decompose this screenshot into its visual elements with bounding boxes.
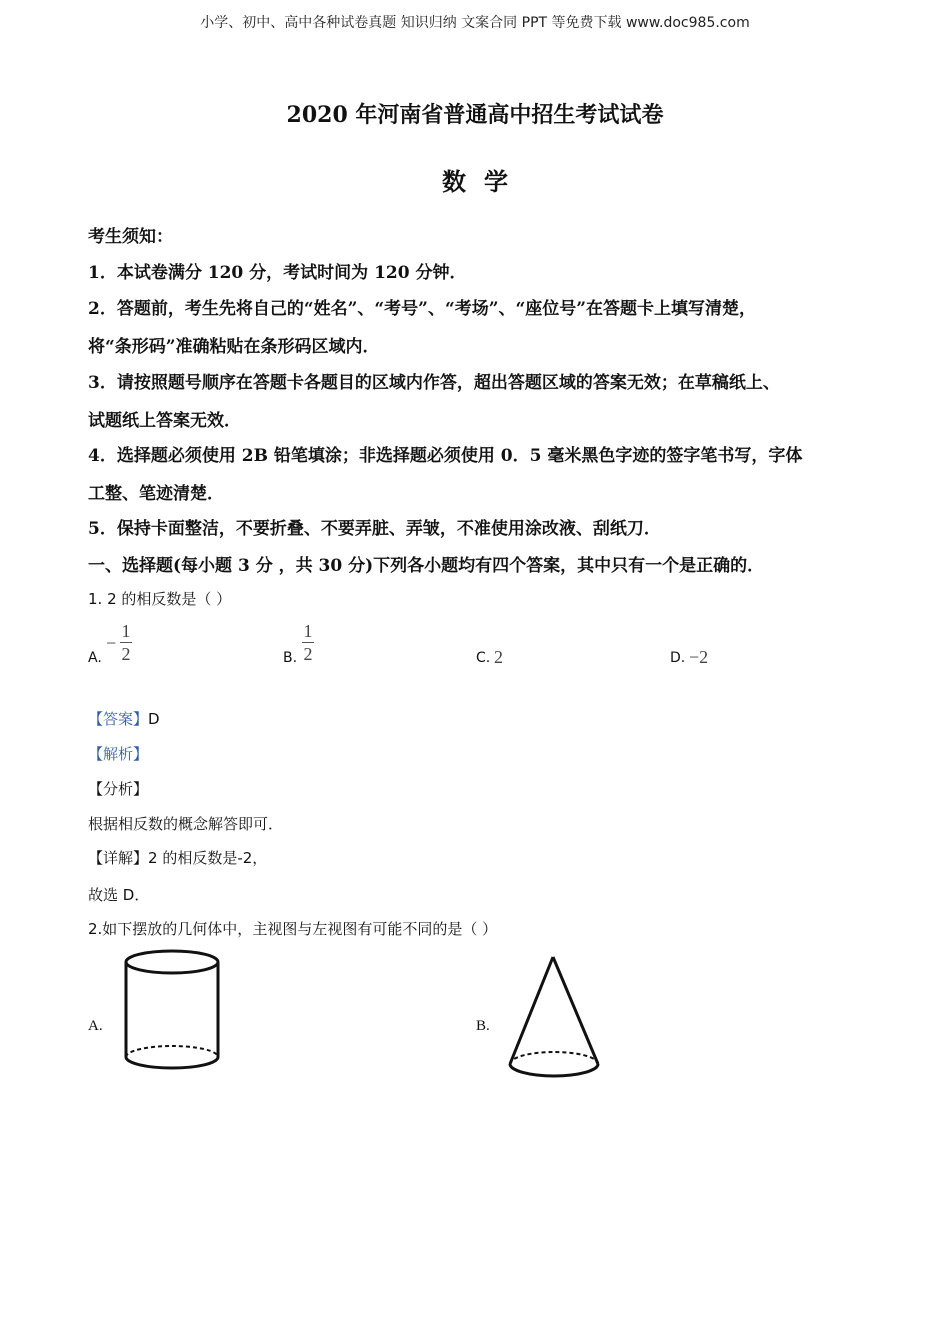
notice-heading: 考生须知： <box>88 227 173 247</box>
notice-item-2: 2．答题前，考生先将自己的“姓名”、“考号”、“考场”、“座位号”在答题卡上填写清楚， <box>88 299 757 319</box>
q1-option-b-denominator: 2 <box>303 644 313 664</box>
exam-subject: 数学 <box>442 167 526 196</box>
q1-option-d-label: D. <box>670 650 686 666</box>
q1-answer: D <box>148 710 160 728</box>
q1-option-a-minus: − <box>106 633 117 653</box>
q1-detail-line <box>88 847 267 868</box>
notice-item-4-cont: 工整、笔迹清楚． <box>88 484 224 504</box>
q1-option-a-fraction <box>120 622 132 663</box>
q2-option-a-label: A. <box>88 1018 103 1034</box>
q1-option-a-label: A. <box>88 650 102 666</box>
q1-conclusion: 故选 D． <box>88 886 150 904</box>
q1-option-c-value: 2 <box>494 647 503 667</box>
cylinder-figure <box>118 945 228 1075</box>
notice-item-4: 4．选择题必须使用 2B 铅笔填涂；非选择题必须使用 0．5 毫米黑色字迹的签字笔书写，字体 <box>88 446 803 466</box>
answer-tag: 【答案】 <box>88 710 149 728</box>
cone-figure <box>502 952 607 1082</box>
detail-tag: 【详解】 <box>88 849 149 867</box>
q1-option-c-label: C. <box>476 650 491 666</box>
q1-option-b-numerator: 1 <box>303 621 313 641</box>
q1-fenxi: 根据相反数的概念解答即可． <box>88 815 284 833</box>
notice-item-5: 5．保持卡面整洁，不要折叠、不要弄脏、弄皱，不准使用涂改液、刮纸刀． <box>88 519 661 539</box>
q1-answer-line <box>88 708 160 729</box>
q2-option-b-label: B. <box>476 1018 490 1034</box>
fenxi-tag: 【分析】 <box>88 780 149 798</box>
section-1-heading: 一、选择题(每小题 3 分 ，共 30 分)下列各小题均有四个答案，其中只有一个是正确的． <box>88 556 765 576</box>
exam-title: 2020 年河南省普通高中招生考试试卷 <box>286 102 664 128</box>
q2-stem: 2.如下摆放的几何体中，主视图与左视图有可能不同的是（ ） <box>88 920 498 938</box>
notice-item-3-cont: 试题纸上答案无效． <box>88 411 241 431</box>
q1-option-b-fraction <box>302 622 314 663</box>
notice-item-1: 1．本试卷满分 120 分，考试时间为 120 分钟． <box>88 263 467 283</box>
q1-option-d-value: −2 <box>689 647 709 667</box>
q1-stem: 1. 2 的相反数是（ ） <box>88 590 232 608</box>
notice-item-2-cont: 将“条形码”准确粘贴在条形码区域内． <box>88 337 380 357</box>
q1-option-a-numerator: 1 <box>121 621 131 641</box>
q1-option-b-label: B. <box>283 650 298 666</box>
notice-item-3: 3．请按照题号顺序在答题卡各题目的区域内作答，超出答题区域的答案无效；在草稿纸上、 <box>88 373 780 393</box>
q1-detail: 2 的相反数是-2， <box>148 849 268 867</box>
page-header: 小学、初中、高中各种试卷真题 知识归纳 文案合同 PPT 等免费下载 www.doc985.com <box>200 15 750 31</box>
analysis-tag: 【解析】 <box>88 745 149 763</box>
q1-option-a-denominator: 2 <box>121 644 131 664</box>
